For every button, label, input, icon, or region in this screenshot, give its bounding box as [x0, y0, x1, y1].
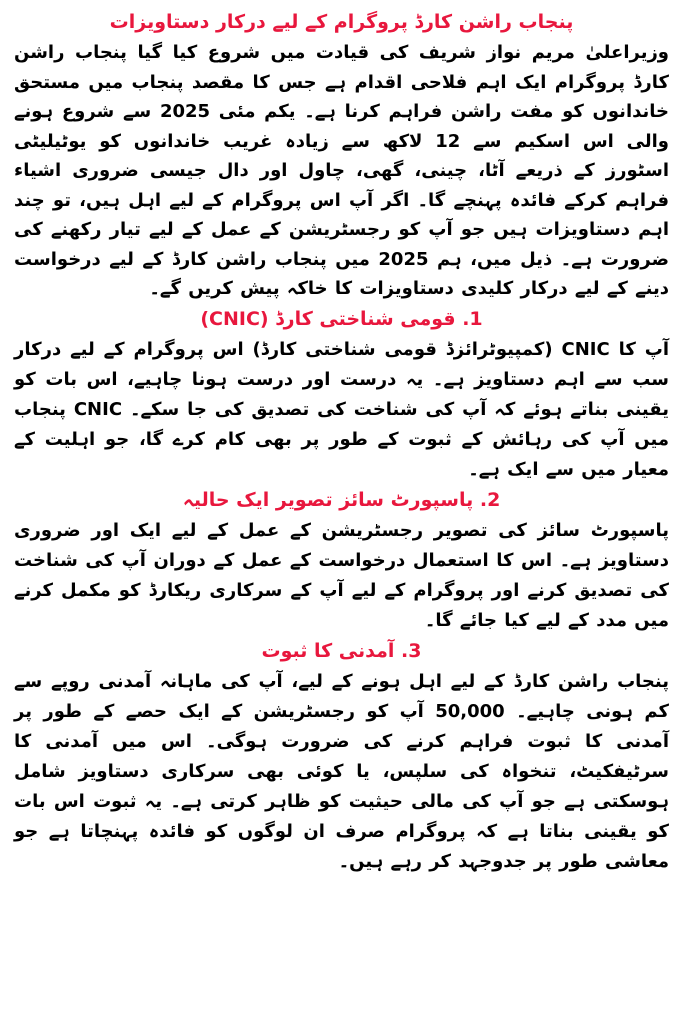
section-heading-income: 3. آمدنی کا ثبوت	[261, 639, 422, 662]
section-heading-cnic: 1. قومی شناختی کارڈ (CNIC)	[200, 307, 483, 330]
section-body-photo: پاسپورٹ سائز کی تصویر رجسٹریشن کے عمل کے لیے ایک اور ضروری دستاویز ہے۔ اس کا استعمال درخواست کے عمل کے دوران آپ کی شناخت کی تصدیق کرنے اور پروگرام کے لیے آپ کے سرکاری ریکارڈ کو مکمل کرنے میں مدد کے لیے کیا جائے گا۔	[14, 519, 669, 631]
section-heading-photo: 2. پاسپورٹ سائز تصویر ایک حالیہ	[182, 488, 501, 511]
intro-paragraph: وزیراعلیٰ مریم نواز شریف کی قیادت میں شروع کیا گیا پنجاب راشن کارڈ پروگرام ایک اہم فلاحی اقدام ہے جس کا مقصد پنجاب میں مستحق خاندانوں کو مفت راشن فراہم کرنا ہے۔ یکم مئی 2025 سے شروع ہونے والی اس اسکیم سے 12 لاکھ سے زیادہ غریب خاندانوں کو یوٹیلیٹی اسٹورز کے ذریعے آٹا، چینی، گھی، چاول اور دال جیسی ضروری اشیاء فراہم کرکے فائدہ پہنچے گا۔ اگر آپ اس پروگرام کے لیے اہل ہیں، تو چند اہم دستاویزات ہیں جو آپ کو رجسٹریشن کے عمل کے لیے تیار رکھنے کی ضرورت ہے۔ ذیل میں، ہم 2025 میں پنجاب راشن کارڈ کے لیے درخواست دینے کے لیے درکار کلیدی دستاویزات کا خاکہ پیش کریں گے۔	[14, 42, 670, 299]
section-body-income: پنجاب راشن کارڈ کے لیے اہل ہونے کے لیے، آپ کی ماہانہ آمدنی روپے سے کم ہونی چاہیے۔ 50,000 آپ کو رجسٹریشن کے ایک حصے کے طور پر آمدنی کا ثبوت فراہم کرنے کی ضرورت ہوگی۔ اس میں آمدنی کا سرٹیفکیٹ، تنخواہ کی سلپس، یا کوئی بھی سرکاری دستاویز شامل ہوسکتی ہے جو آپ کی مالی حیثیت کو ظاہر کرتی ہے۔ یہ ثبوت اس بات کو یقینی بناتا ہے کہ پروگرام صرف ان لوگوں کو فائدہ پہنچاتا ہے جو معاشی طور پر جدوجہد کر رہے ہیں۔	[14, 670, 669, 872]
section-body-cnic: آپ کا CNIC (کمپیوٹرائزڈ قومی شناختی کارڈ) اس پروگرام کے لیے درکار سب سے اہم دستاویز ہے۔ یہ درست اور درست ہونا چاہیے، اس بات کو یقینی بناتے ہوئے کہ آپ کی شناخت کی تصدیق کی جا سکے۔ CNIC پنجاب میں آپ کی رہائش کے ثبوت کے طور پر بھی کام کرے گا، جو اہلیت کے معیار میں سے ایک ہے۔	[14, 338, 669, 480]
article-title: پنجاب راشن کارڈ پروگرام کے لیے درکار دستاویزات	[109, 11, 574, 33]
